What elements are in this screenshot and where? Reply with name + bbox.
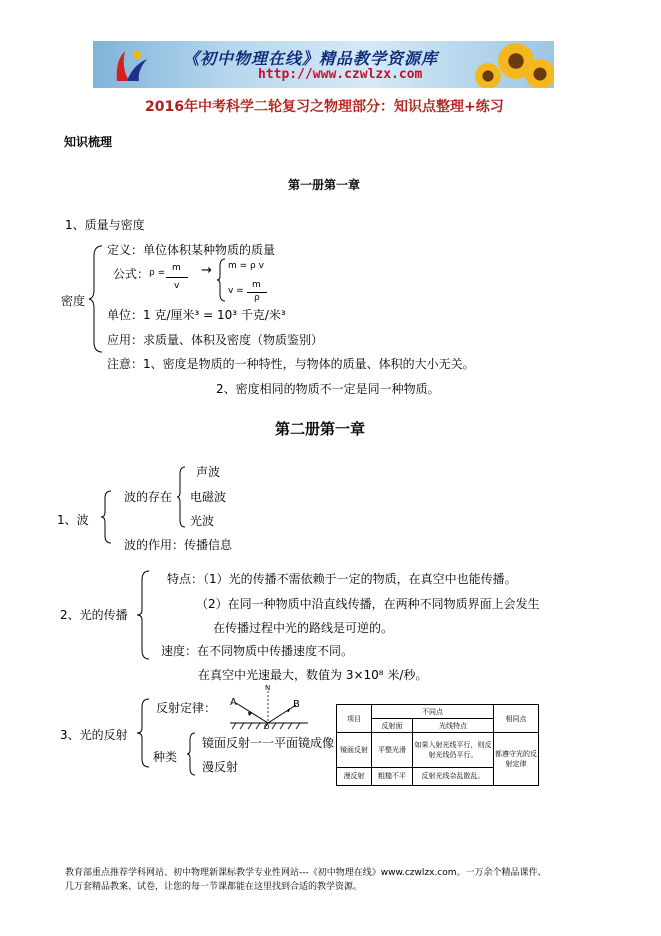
table-same-point: 都遵守光的反射定律 <box>494 733 539 786</box>
reflection-kind-diffuse: 漫反射 <box>202 760 239 774</box>
footer-line-2: 几万套精品教案、试卷，让您的每一节课都能在这里找到合适的教学资源。 <box>65 882 363 892</box>
reflection-brace <box>136 698 150 768</box>
wave-brace <box>100 490 112 544</box>
formula-denominator: v <box>174 281 180 291</box>
reflection-kinds-brace <box>186 732 196 776</box>
light-propagation-brace <box>136 570 150 660</box>
wave-existence: 波的存在 <box>124 490 173 504</box>
book1-heading: 第一册第一章 <box>288 178 361 192</box>
diagram-label-a: A <box>230 697 237 708</box>
wave-types-brace <box>176 466 186 528</box>
reflection-kinds-label: 种类 <box>153 750 178 764</box>
light-speed-1: 速度：在不同物质中传播速度不同。 <box>161 644 354 658</box>
table-row1-surface: 平整光滑 <box>372 733 413 767</box>
wave-type-light: 光波 <box>190 514 215 528</box>
diagram-label-n: N <box>265 684 271 692</box>
table-row2-surface: 粗糙不平 <box>372 767 413 785</box>
density-application: 应用：求质量、体积及密度（物质鉴别） <box>107 333 324 347</box>
diagram-label-o: O <box>264 723 270 731</box>
book2-heading: 第二册第一章 <box>275 420 366 438</box>
document-title: 2016年中考科学二轮复习之物理部分：知识点整理+练习 <box>145 99 504 115</box>
light-speed-2: 在真空中光速最大，数值为 3×10⁸ 米/秒。 <box>198 668 428 682</box>
formula-v-denominator: ρ <box>254 293 260 303</box>
density-brace <box>88 244 104 354</box>
section-label: 知识梳理 <box>64 135 113 149</box>
table-sub-beam: 光线特点 <box>413 719 494 733</box>
banner-title: 《初中物理在线》精品教学资源库 <box>183 49 439 68</box>
note-1: 注意：1、密度是物质的一种特性，与物体的质量、体积的大小无关。 <box>107 357 475 371</box>
table-header-same: 相同点 <box>494 705 539 733</box>
formula-v-numerator: m <box>252 280 261 290</box>
formula-rho-left: ρ = <box>149 268 166 278</box>
table-sub-surface: 反射面 <box>372 719 413 733</box>
formula-mass: m = ρ v <box>228 261 264 271</box>
wave-effect: 波的作用：传播信息 <box>124 538 233 552</box>
wave-label: 1、波 <box>57 513 89 527</box>
sunflower-icon <box>525 59 554 88</box>
footer-line-1: 教育部重点推荐学科网站、初中物理新课标教学专业性网站---《初中物理在线》www.czwlzx.com。一万余个精品课件、 <box>65 868 547 878</box>
light-propagation-label: 2、光的传播 <box>60 608 128 622</box>
arrow-icon: → <box>201 263 212 278</box>
wave-type-electromagnetic: 电磁波 <box>190 490 227 504</box>
fraction-bar <box>166 277 188 278</box>
light-feature-1: 特点：（1）光的传播不需依赖于一定的物质，在真空中也能传播。 <box>167 572 517 586</box>
reflection-comparison-table <box>336 704 539 786</box>
table-header-item: 项目 <box>337 705 372 733</box>
reflection-law: 反射定律： <box>156 701 217 715</box>
wave-type-sound: 声波 <box>196 465 221 479</box>
table-row1-name: 镜面反射 <box>337 733 372 767</box>
reflection-kind-specular: 镜面反射一一平面镜成像 <box>202 736 335 750</box>
topic-mass-density: 1、质量与密度 <box>65 218 145 232</box>
reflection-label: 3、光的反射 <box>60 728 128 742</box>
sunflower-icon <box>475 63 501 88</box>
site-logo-icon <box>111 47 149 83</box>
formula-label: 公式： <box>113 267 150 281</box>
table-header-diff: 不同点 <box>372 705 494 719</box>
formula-numerator: m <box>172 263 181 273</box>
diagram-label-b: B <box>293 699 300 710</box>
density-unit: 单位：1 克/厘米³ = 10³ 千克/米³ <box>107 308 286 322</box>
light-feature-2b: 在传播过程中光的路线是可逆的。 <box>213 621 394 635</box>
note-2: 2、密度相同的物质不一定是同一种物质。 <box>216 382 440 396</box>
density-label: 密度 <box>61 294 86 308</box>
density-definition: 定义：单位体积某种物质的质量 <box>107 243 276 257</box>
table-row1-beam: 如果入射光线平行，则反射光线仍平行。 <box>413 733 494 767</box>
table-row2-beam: 反射光线杂乱散乱。 <box>413 767 494 785</box>
formula-brace <box>216 258 226 302</box>
light-feature-2a: （2）在同一种物质中沿直线传播，在两种不同物质界面上会发生 <box>196 597 540 611</box>
formula-v-left: v = <box>228 286 244 296</box>
table-row2-name: 漫反射 <box>337 767 372 785</box>
header-banner <box>93 41 554 88</box>
banner-url[interactable]: http://www.czwlzx.com <box>258 67 423 82</box>
